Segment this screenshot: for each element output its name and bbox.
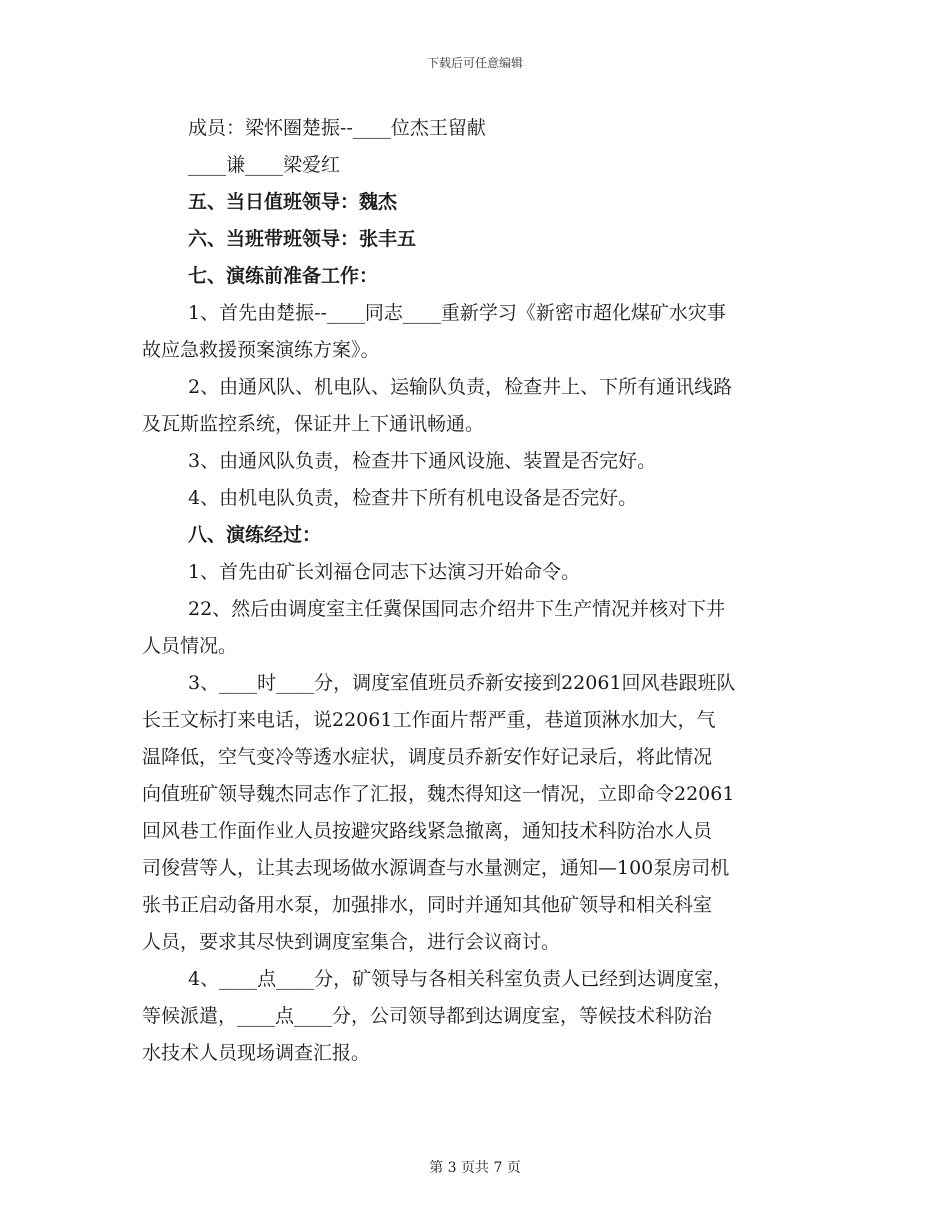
section-heading: 五、当日值班领导：魏杰 (188, 191, 398, 213)
page-header: 下载后可任意编辑 (426, 56, 523, 70)
text-line: 成员：梁怀圈楚振--____位杰王留献 (188, 117, 486, 139)
text-line: 回风巷工作面作业人员按避灾路线紧急撤离，通知技术科防治水人员 (142, 820, 713, 842)
text-line: ____谦____梁爱红 (188, 154, 341, 176)
section-heading: 八、演练经过： (188, 524, 322, 546)
text-line: 3、由通风队负责，检查井下通风设施、装置是否完好。 (188, 450, 657, 472)
text-line: 水技术人员现场调查汇报。 (142, 1042, 371, 1064)
text-line: 张书正启动备用水泵，加强排水，同时并通知其他矿领导和相关科室 (142, 894, 713, 916)
text-line: 4、由机电队负责，检查井下所有机电设备是否完好。 (188, 487, 638, 509)
section-heading: 七、演练前准备工作： (188, 265, 379, 287)
section-heading: 六、当班带班领导：张丰五 (188, 228, 417, 250)
text-line: 22、然后由调度室主任冀保国同志介绍井下生产情况并核对下井 (188, 598, 726, 620)
text-line: 人员情况。 (142, 635, 238, 657)
text-line: 等候派遣，____点____分，公司领导都到达调度室，等候技术科防治 (142, 1005, 713, 1027)
text-line: 温降低，空气变冷等透水症状，调度员乔新安作好记录后，将此情况 (142, 746, 713, 768)
text-line: 及瓦斯监控系统，保证井上下通讯畅通。 (142, 413, 485, 435)
text-line: 1、首先由矿长刘福仓同志下达演习开始命令。 (188, 561, 581, 583)
text-line: 向值班矿领导魏杰同志作了汇报，魏杰得知这一情况，立即命令22061 (142, 783, 735, 805)
text-line: 4、____点____分，矿领导与各相关科室负责人已经到达调度室， (188, 968, 733, 990)
text-line: 故应急救援预案演练方案》。 (142, 339, 380, 361)
text-line: 3、____时____分，调度室值班员乔新安接到22061回风巷跟班队 (188, 672, 736, 694)
text-line: 1、首先由楚振--____同志____重新学习《新密市超化煤矿水灾事 (188, 302, 726, 324)
text-line: 人员，要求其尽快到调度室集合，进行会议商讨。 (142, 931, 561, 953)
document-body (142, 110, 810, 1072)
text-line: 司俊营等人，让其去现场做水源调查与水量测定，通知—100泵房司机 (142, 857, 730, 879)
text-line: 2、由通风队、机电队、运输队负责，检查井上、下所有通讯线路 (188, 376, 733, 398)
page-footer: 第 3 页共 7 页 (429, 1160, 521, 1176)
text-line: 长王文标打来电话，说22061工作面片帮严重，巷道顶淋水加大，气 (142, 709, 716, 731)
